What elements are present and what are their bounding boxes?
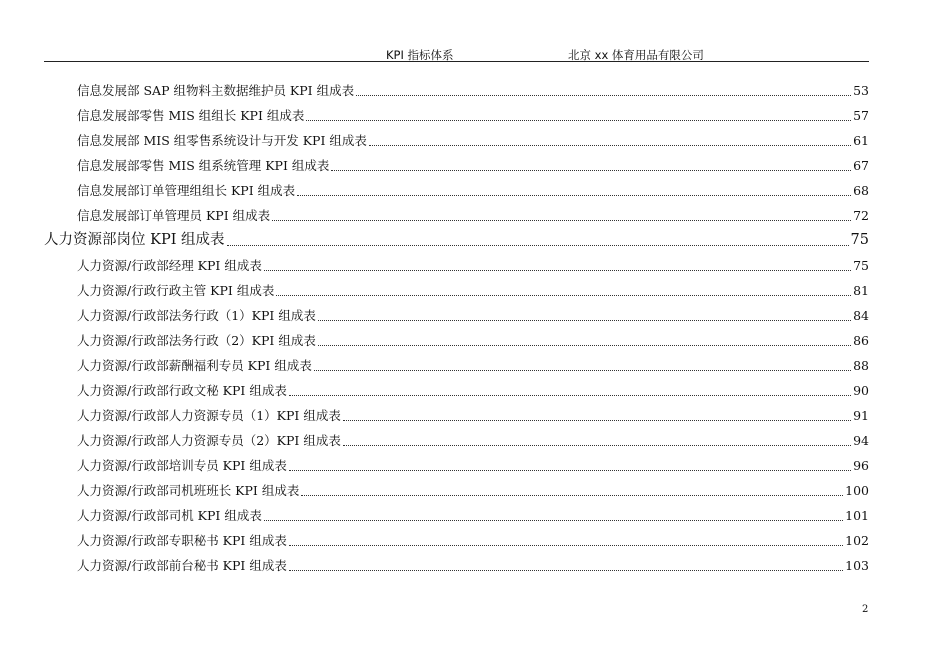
toc-entry-page: 67 <box>853 158 869 173</box>
toc-entry-label: 人力资源/行政部经理 KPI 组成表 <box>77 258 262 273</box>
header-company: 北京 xx 体育用品有限公司 <box>568 48 704 62</box>
toc-entry-label: 人力资源/行政行政主管 KPI 组成表 <box>77 283 275 298</box>
toc-entry-label: 人力资源/行政部培训专员 KPI 组成表 <box>77 458 287 473</box>
toc-entry-label: 人力资源/行政部前台秘书 KPI 组成表 <box>77 558 287 573</box>
toc-leader-dots <box>264 520 843 521</box>
page-header <box>0 46 950 62</box>
toc-leader-dots <box>276 295 851 296</box>
toc-entry[interactable] <box>77 282 869 300</box>
toc-entry-page: 81 <box>853 283 869 298</box>
toc-entry[interactable] <box>77 432 869 450</box>
toc-entry-label: 人力资源/行政部司机班班长 KPI 组成表 <box>77 483 300 498</box>
toc-entry[interactable] <box>77 332 869 350</box>
toc-entry[interactable] <box>77 132 869 150</box>
toc-entry-page: 96 <box>853 458 869 473</box>
toc-leader-dots <box>289 395 851 396</box>
toc-leader-dots <box>289 470 851 471</box>
toc-entry-label: 人力资源/行政部司机 KPI 组成表 <box>77 508 262 523</box>
toc-entry[interactable] <box>77 307 869 325</box>
toc-entry[interactable] <box>77 257 869 275</box>
toc-entry-label: 信息发展部订单管理组组长 KPI 组成表 <box>77 183 296 198</box>
toc-section-entry[interactable] <box>44 230 869 250</box>
page-number: 2 <box>862 604 869 615</box>
toc-leader-dots <box>343 420 851 421</box>
toc-entry[interactable] <box>77 157 869 175</box>
toc-entry-page: 72 <box>853 208 869 223</box>
toc-entry-page: 68 <box>853 183 869 198</box>
toc-entry-label: 人力资源/行政部专职秘书 KPI 组成表 <box>77 533 287 548</box>
toc-entry-page: 100 <box>845 483 869 498</box>
toc-entry[interactable] <box>77 507 869 525</box>
toc-entry[interactable] <box>77 82 869 100</box>
toc-leader-dots <box>369 145 851 146</box>
toc-entry[interactable] <box>77 557 869 575</box>
toc-entry-label: 人力资源部岗位 KPI 组成表 <box>44 232 225 248</box>
toc-leader-dots <box>318 345 851 346</box>
header-title: KPI 指标体系 <box>386 48 454 62</box>
toc-entry-page: 84 <box>853 308 869 323</box>
toc-entry[interactable] <box>77 532 869 550</box>
toc-entry-page: 94 <box>853 433 869 448</box>
toc-entry-page: 75 <box>850 232 869 248</box>
toc-leader-dots <box>306 120 851 121</box>
toc-entry-label: 人力资源/行政部人力资源专员（1）KPI 组成表 <box>77 408 341 423</box>
toc-entry[interactable] <box>77 207 869 225</box>
toc-entry[interactable] <box>77 182 869 200</box>
toc-leader-dots <box>356 95 851 96</box>
toc-entry-page: 53 <box>853 83 869 98</box>
toc-entry[interactable] <box>77 457 869 475</box>
toc-entry[interactable] <box>77 407 869 425</box>
toc-entry-page: 91 <box>853 408 869 423</box>
toc-leader-dots <box>301 495 843 496</box>
toc-entry-label: 人力资源/行政部法务行政（1）KPI 组成表 <box>77 308 316 323</box>
toc-leader-dots <box>272 220 851 221</box>
toc-entry-page: 101 <box>845 508 869 523</box>
toc-leader-dots <box>318 320 851 321</box>
toc-entry[interactable] <box>77 382 869 400</box>
toc-entry[interactable] <box>77 482 869 500</box>
toc-entry-page: 61 <box>853 133 869 148</box>
toc-entry-page: 88 <box>853 358 869 373</box>
toc-leader-dots <box>343 445 851 446</box>
toc-leader-dots <box>331 170 851 171</box>
toc-entry-page: 57 <box>853 108 869 123</box>
toc-entry-page: 86 <box>853 333 869 348</box>
toc-entry[interactable] <box>77 357 869 375</box>
toc-entry-label: 信息发展部零售 MIS 组系统管理 KPI 组成表 <box>77 158 330 173</box>
toc-leader-dots <box>289 570 843 571</box>
toc-entry-label: 人力资源/行政部人力资源专员（2）KPI 组成表 <box>77 433 341 448</box>
toc-entry-label: 信息发展部零售 MIS 组组长 KPI 组成表 <box>77 108 305 123</box>
toc-leader-dots <box>264 270 851 271</box>
toc-entry-label: 信息发展部订单管理员 KPI 组成表 <box>77 208 271 223</box>
toc-entry-page: 75 <box>853 258 869 273</box>
toc-leader-dots <box>289 545 843 546</box>
toc-entry-label: 人力资源/行政部行政文秘 KPI 组成表 <box>77 383 287 398</box>
toc-entry-page: 102 <box>845 533 869 548</box>
toc-entry-label: 人力资源/行政部法务行政（2）KPI 组成表 <box>77 333 316 348</box>
toc-entry-label: 信息发展部 SAP 组物料主数据维护员 KPI 组成表 <box>77 83 355 98</box>
toc-entry[interactable] <box>77 107 869 125</box>
toc-entry-page: 90 <box>853 383 869 398</box>
toc-leader-dots <box>297 195 851 196</box>
toc-entry-page: 103 <box>845 558 869 573</box>
toc-entry-label: 人力资源/行政部薪酬福利专员 KPI 组成表 <box>77 358 312 373</box>
toc-leader-dots <box>314 370 851 371</box>
toc-entry-label: 信息发展部 MIS 组零售系统设计与开发 KPI 组成表 <box>77 133 367 148</box>
toc-leader-dots <box>227 245 849 246</box>
header-rule <box>44 61 869 62</box>
